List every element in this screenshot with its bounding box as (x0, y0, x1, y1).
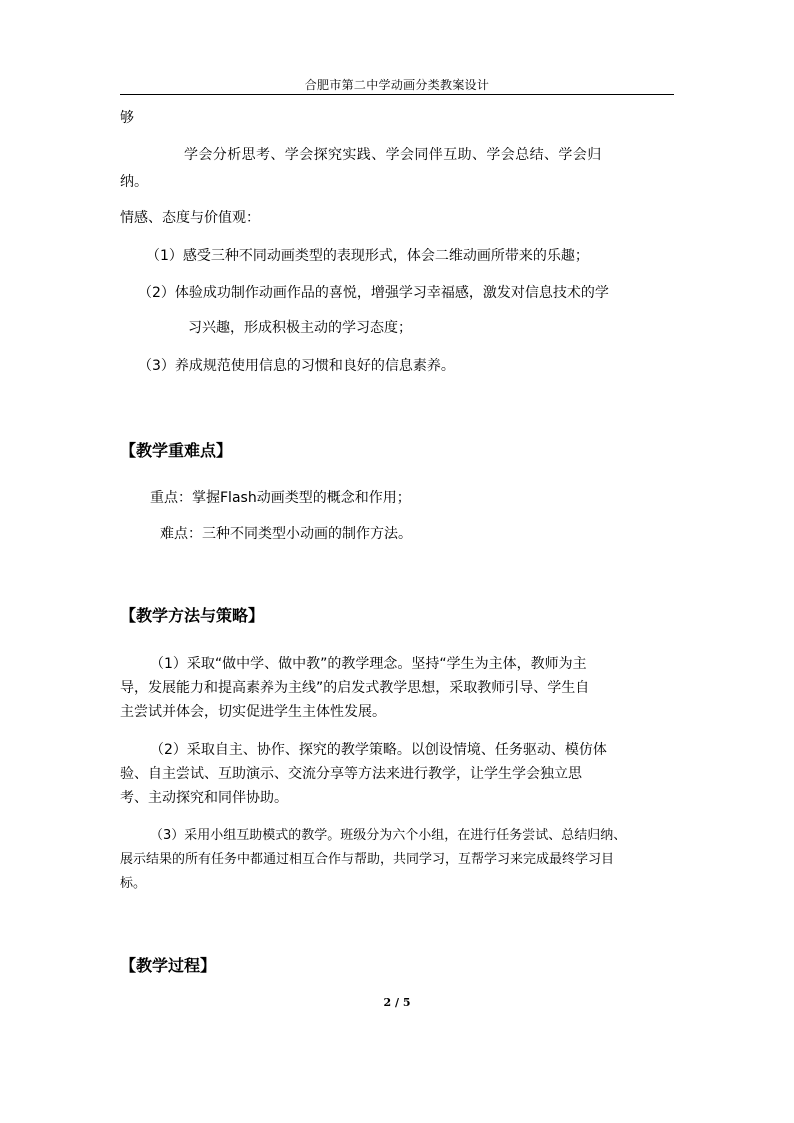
method-3-line-2: 展示结果的所有任务中都通过相互合作与帮助，共同学习，互帮学习来完成最终学习目 (120, 852, 615, 867)
method-3-line-1: （3）采用小组互助模式的教学。班级分为六个小组，在进行任务尝试、总结归纳、 (150, 828, 627, 843)
method-2-line-3: 考、主动探究和同伴协助。 (120, 790, 288, 806)
values-title: 情感、态度与价值观： (120, 210, 260, 226)
process-goals-line-1: 学会分析思考、学会探究实践、学会同伴互助、学会总结、学会归 (184, 147, 602, 163)
key-point: 重点：掌握Flash动画类型的概念和作用； (150, 490, 411, 506)
method-2-line-1: （2）采取自主、协作、探究的教学策略。以创设情境、任务驱动、模仿体 (150, 742, 607, 758)
section-title-key-points: 【教学重难点】 (120, 441, 233, 460)
values-item-2-line-1: （2）体验成功制作动画作品的喜悦，增强学习幸福感，激发对信息技术的学 (138, 285, 609, 301)
method-1-line-3: 主尝试并体会，切实促进学生主体性发展。 (120, 704, 386, 720)
page-number: 2 / 5 (383, 996, 411, 1009)
method-2-line-2: 验、自主尝试、互助演示、交流分享等方法来进行教学，让学生学会独立思 (120, 766, 582, 782)
values-item-3: （3）养成规范使用信息的习惯和良好的信息素养。 (138, 358, 455, 374)
values-item-1: （1）感受三种不同动画类型的表现形式，体会二维动画所带来的乐趣； (146, 248, 589, 264)
header-divider (120, 94, 674, 95)
method-1-line-1: （1）采取“做中学、做中教”的教学理念。坚持“学生为主体，教师为主 (150, 656, 587, 672)
section-title-methods: 【教学方法与策略】 (120, 606, 265, 625)
paragraph-fragment: 够 (120, 110, 134, 126)
section-title-process: 【教学过程】 (120, 956, 217, 975)
method-3-line-3: 标。 (120, 876, 147, 891)
method-1-line-2: 导，发展能力和提高素养为主线”的启发式教学思想，采取教师引导、学生自 (120, 680, 590, 696)
page-header-title: 合肥市第二中学动画分类教案设计 (304, 78, 490, 92)
values-item-2-line-2: 习兴趣，形成积极主动的学习态度； (188, 320, 412, 336)
difficult-point: 难点：三种不同类型小动画的制作方法。 (160, 526, 412, 542)
process-goals-line-2: 纳。 (120, 174, 148, 190)
